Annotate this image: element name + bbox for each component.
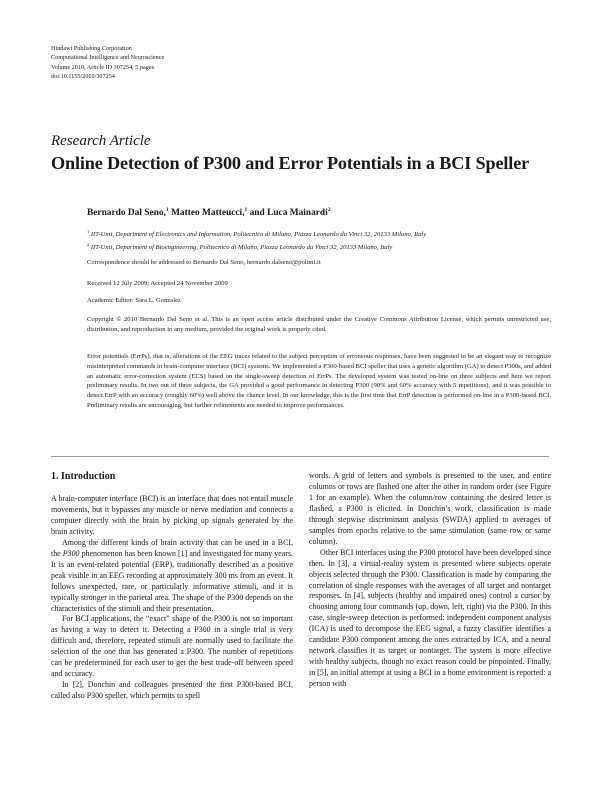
- affiliation-marker: 2: [327, 207, 331, 213]
- affiliation-marker: 1: [165, 207, 169, 213]
- paragraph: For BCI applications, the “exact” shape of the P300 is not so important as having a way to detect it. Detecting a P300 in a single trial is very difficult and, therefore, repeated stimuli are normally used to facilitate the selection of the one that has generated a P300. The number of repetitions can be predetermined for each user to get the best trade-off between speed and accuracy.: [51, 614, 293, 679]
- publisher-line: Hindawi Publishing Corporation: [51, 45, 132, 52]
- affiliation-number: 1: [87, 229, 90, 234]
- paragraph: In [2], Donchin and colleagues presented the first P300-based BCI, called also P300 speller, which permits to spell: [51, 680, 293, 701]
- doi-line[interactable]: doi:10.1155/2010/307254: [51, 73, 115, 81]
- section-heading: 1. Introduction: [51, 471, 116, 482]
- paragraph: Other BCI interfaces using the P300 protocol have been developed since then. In [3], a virtual-reality system is presented where subjects operate objects selected through the P300. Classification is made by comparing the correlation of single responses with the averages of all target and nontarget responses. In [4], subjects (healthy and impaired ones) control a cursor by choosing among four commands (up, down, left, right) via the P300. In this case, single-sweep detection is performed: independent component analysis (ICA) is used to decompose the EEG signal, a fuzzy classifier identifies a candidate P300 component among the ones extracted by ICA, and a neural network classifies it as target or nontarget. The system is more effective with healthy subjects, though no exact reason could be pinpointed. Finally, in [5], an initial attempt at using a BCI in a home environment is reported: a person with: [309, 547, 551, 689]
- left-column: [51, 471, 293, 702]
- correspondence-line: Correspondence should be addressed to Bernardo Dal Seno, bernardo.dalseno@polimi.it: [87, 259, 321, 266]
- copyright-notice: Copyright © 2010 Bernardo Dal Seno et al. This is an open access article distributed under the Creative Commons Attribution License, which permits unrestricted use, distribution, and reproduction in any medium, provided the original work is properly cited.: [87, 316, 551, 333]
- paragraph-text: phenomenon has been known [1] and investigated for many years. It is an event-related potential (ERP), traditionally described as a positive peak visible in an EEG recording at approximately 300 ms from an event. It follows unexpected, rare, or particularly informative stimuli, and it is typically stronger in the parietal area. The shape of the P300 depends on the characteristics of the stimuli and their presentation.: [51, 548, 293, 613]
- right-column: [309, 471, 551, 690]
- paragraph: [51, 538, 293, 615]
- affiliation-number: 2: [87, 241, 90, 247]
- section-divider: [51, 456, 549, 457]
- affiliation-marker: 1: [244, 207, 248, 213]
- journal-line: Computational Intelligence and Neuroscience: [51, 54, 165, 62]
- journal-masthead: [51, 44, 164, 82]
- paragraph-text: Among the different kinds of brain activity that can be used in a BCI, the: [51, 537, 293, 558]
- affiliation-text: IIT-Unit, Department of Electronics and Information, Politecnico di Milano, Piazza Leonardo da Vinci 32, 20133 Milano, Italy: [89, 231, 427, 239]
- affiliations: [87, 227, 426, 253]
- author-list: [87, 207, 331, 218]
- article-type: Research Article: [51, 133, 151, 149]
- affiliation-1: [87, 227, 426, 240]
- editor-line: Academic Editor: Sara L. Gonzalez: [87, 297, 181, 304]
- abstract: Error potentials (ErrPs), that is, alterations of the EEG traces related to the subject perception of erroneous responses, have been suggested to be an elegant way to recognize misinterpreted commands in brain-computer interface (BCI) systems. We implemented a P300-based BCI speller that uses a genetic algorithm (GA) to detect P300s, and added an automatic error-correction system (ECS) based on the single-sweep detection of ErrPs. The developed system was tested on-line on three subjects and here we report preliminary results. In two out of three subjects, the GA provided a good performance in detecting P300 (90% and 60% accuracy with 5 repetitions), and it was possible to detect ErrP with an accuracy (roughly 60%) well above the chance level. In our knowledge, this is the first time that ErrP detection is performed on-line in a P300-based BCI. Preliminary results are encouraging, but further refinements are needed to improve performances.: [87, 353, 551, 409]
- author-name: Bernardo Dal Seno,: [87, 208, 166, 219]
- article-title: Online Detection of P300 and Error Potentials in a BCI Speller: [51, 153, 530, 173]
- affiliation-2: [87, 240, 426, 253]
- paragraph: words. A grid of letters and symbols is presented to the user, and entire columns or rows are flashed one after the other in random order (see Figure 1 for an example). When the column/row containing the desired letter is flashed, a P300 is elicited. In Donchin’s work, classification is made through stepwise discriminant analysis (SWDA) applied to averages of samples from epochs relative to the same stimulation (same row or same column).: [309, 471, 551, 546]
- dates-line: Received 12 July 2009; Accepted 24 November 2009: [87, 280, 228, 287]
- affiliation-text: IIT-Unit, Department of Bioengineering, Politecnico di Milano, Piazza Leonardo da Vinci 32, 20133 Milano, Italy: [89, 244, 393, 252]
- emphasized-term: P300: [62, 548, 80, 558]
- volume-line: Volume 2010, Article ID 307254, 5 pages: [51, 63, 154, 71]
- paragraph: A brain-computer interface (BCI) is an interface that does not entail muscle movements, but it bypasses any muscle or nerve mediation and connects a computer directly with the brain by picking up signals generated by the brain activity.: [51, 494, 293, 536]
- author-name: and Luca Mainardi: [247, 208, 328, 219]
- author-name: Matteo Matteucci,: [168, 208, 245, 219]
